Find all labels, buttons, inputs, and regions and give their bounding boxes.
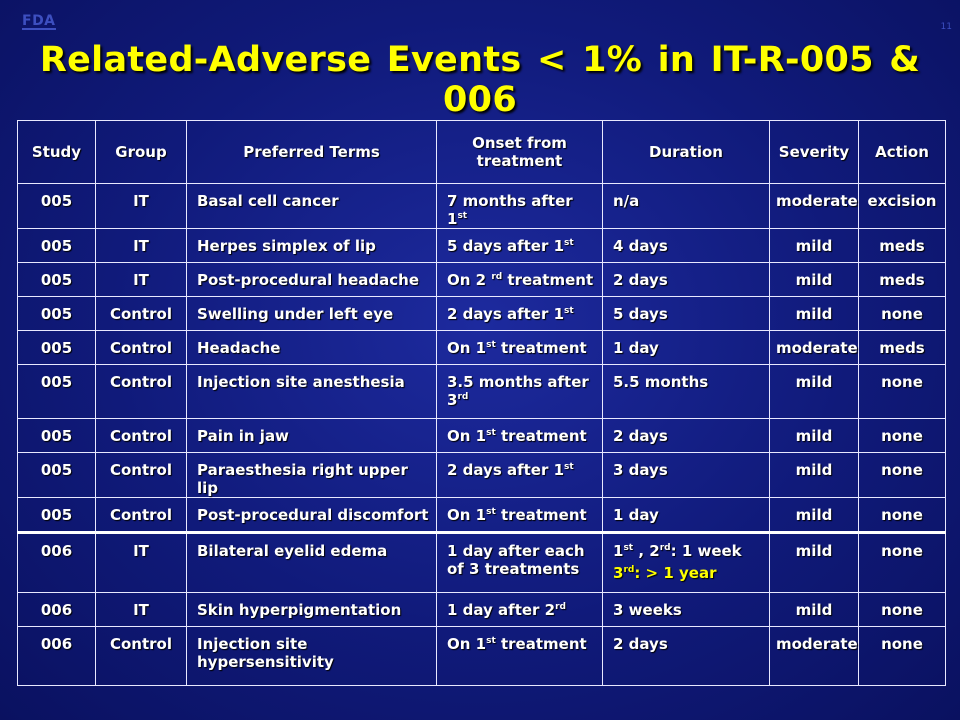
cell-study: 005 [18, 419, 96, 453]
cell-onset: 1 day after each of 3 treatments [437, 533, 603, 593]
cell-study: 005 [18, 498, 96, 533]
table-row [18, 627, 946, 686]
cell-severity: mild [770, 453, 859, 498]
cell-duration: 1 day [603, 331, 770, 365]
cell-severity: moderate [770, 627, 859, 686]
cell-group: IT [96, 229, 187, 263]
header-severity: Severity [770, 121, 859, 184]
cell-group: Control [96, 297, 187, 331]
cell-duration: 4 days [603, 229, 770, 263]
cell-group: IT [96, 533, 187, 593]
cell-action: none [859, 297, 946, 331]
cell-onset: 1 day after 2rd [437, 593, 603, 627]
cell-duration [603, 533, 770, 593]
header-duration: Duration [603, 121, 770, 184]
cell-group: IT [96, 263, 187, 297]
cell-action: meds [859, 229, 946, 263]
cell-preferred-term: Herpes simplex of lip [187, 229, 437, 263]
cell-duration: 2 days [603, 627, 770, 686]
cell-group: IT [96, 593, 187, 627]
table-row [18, 593, 946, 627]
cell-study: 005 [18, 331, 96, 365]
cell-action: meds [859, 263, 946, 297]
table-row [18, 263, 946, 297]
cell-onset: 5 days after 1st [437, 229, 603, 263]
duration-line-2: 3rd: > 1 year [613, 564, 717, 582]
cell-severity: mild [770, 498, 859, 533]
cell-study: 005 [18, 453, 96, 498]
cell-preferred-term: Bilateral eyelid edema [187, 533, 437, 593]
table-row [18, 297, 946, 331]
cell-duration: n/a [603, 184, 770, 229]
cell-action: none [859, 419, 946, 453]
cell-severity: moderate [770, 184, 859, 229]
cell-preferred-term: Injection site anesthesia [187, 365, 437, 419]
cell-study: 005 [18, 263, 96, 297]
cell-study: 005 [18, 365, 96, 419]
cell-preferred-term: Paraesthesia right upper lip [187, 453, 437, 498]
fda-logo: FDA [22, 13, 56, 29]
cell-duration: 2 days [603, 419, 770, 453]
cell-study: 005 [18, 297, 96, 331]
cell-action: none [859, 627, 946, 686]
cell-group: Control [96, 498, 187, 533]
adverse-events-table [17, 120, 946, 686]
cell-preferred-term: Basal cell cancer [187, 184, 437, 229]
header-preferred-terms: Preferred Terms [187, 121, 437, 184]
cell-action: excision [859, 184, 946, 229]
cell-severity: mild [770, 365, 859, 419]
cell-onset: On 1st treatment [437, 419, 603, 453]
cell-onset: 2 days after 1st [437, 297, 603, 331]
table-header-row [18, 121, 946, 184]
cell-study: 006 [18, 593, 96, 627]
table-row [18, 533, 946, 593]
cell-study: 005 [18, 229, 96, 263]
cell-onset: On 1st treatment [437, 331, 603, 365]
cell-severity: mild [770, 263, 859, 297]
cell-onset: 2 days after 1st [437, 453, 603, 498]
cell-preferred-term: Headache [187, 331, 437, 365]
cell-group: Control [96, 453, 187, 498]
cell-duration: 2 days [603, 263, 770, 297]
cell-duration: 1 day [603, 498, 770, 533]
table-row [18, 365, 946, 419]
cell-duration: 3 weeks [603, 593, 770, 627]
cell-study: 006 [18, 533, 96, 593]
cell-preferred-term: Post-procedural discomfort [187, 498, 437, 533]
slide-number: 11 [940, 22, 952, 32]
cell-preferred-term: Pain in jaw [187, 419, 437, 453]
cell-group: Control [96, 365, 187, 419]
cell-action: none [859, 533, 946, 593]
cell-group: Control [96, 331, 187, 365]
table-row [18, 453, 946, 498]
table-row [18, 331, 946, 365]
cell-preferred-term: Post-procedural headache [187, 263, 437, 297]
cell-action: meds [859, 331, 946, 365]
cell-action: none [859, 498, 946, 533]
cell-action: none [859, 593, 946, 627]
cell-duration: 5.5 months [603, 365, 770, 419]
cell-severity: mild [770, 229, 859, 263]
cell-severity: mild [770, 297, 859, 331]
cell-onset: 7 months after 1st [437, 184, 603, 229]
header-study: Study [18, 121, 96, 184]
table-row [18, 498, 946, 533]
cell-action: none [859, 453, 946, 498]
cell-severity: mild [770, 593, 859, 627]
cell-onset: On 1st treatment [437, 498, 603, 533]
table-row [18, 229, 946, 263]
table-row [18, 184, 946, 229]
cell-duration: 3 days [603, 453, 770, 498]
cell-preferred-term: Swelling under left eye [187, 297, 437, 331]
cell-preferred-term: Skin hyperpigmentation [187, 593, 437, 627]
cell-group: Control [96, 419, 187, 453]
cell-severity: moderate [770, 331, 859, 365]
cell-severity: mild [770, 533, 859, 593]
header-action: Action [859, 121, 946, 184]
cell-group: IT [96, 184, 187, 229]
cell-group: Control [96, 627, 187, 686]
header-onset: Onset from treatment [437, 121, 603, 184]
slide-title: Related-Adverse Events < 1% in IT-R-005 & 006 [39, 40, 921, 120]
cell-severity: mild [770, 419, 859, 453]
cell-study: 006 [18, 627, 96, 686]
table-row [18, 419, 946, 453]
cell-duration: 5 days [603, 297, 770, 331]
cell-onset: On 2 $^{rd}$ treatment [437, 263, 603, 297]
cell-preferred-term: Injection site hypersensitivity [187, 627, 437, 686]
cell-onset: On 1st treatment [437, 627, 603, 686]
cell-onset: 3.5 months after 3rd [437, 365, 603, 419]
cell-study: 005 [18, 184, 96, 229]
duration-line-1: 1st , 2rd: 1 week [613, 542, 742, 560]
cell-action: none [859, 365, 946, 419]
header-group: Group [96, 121, 187, 184]
